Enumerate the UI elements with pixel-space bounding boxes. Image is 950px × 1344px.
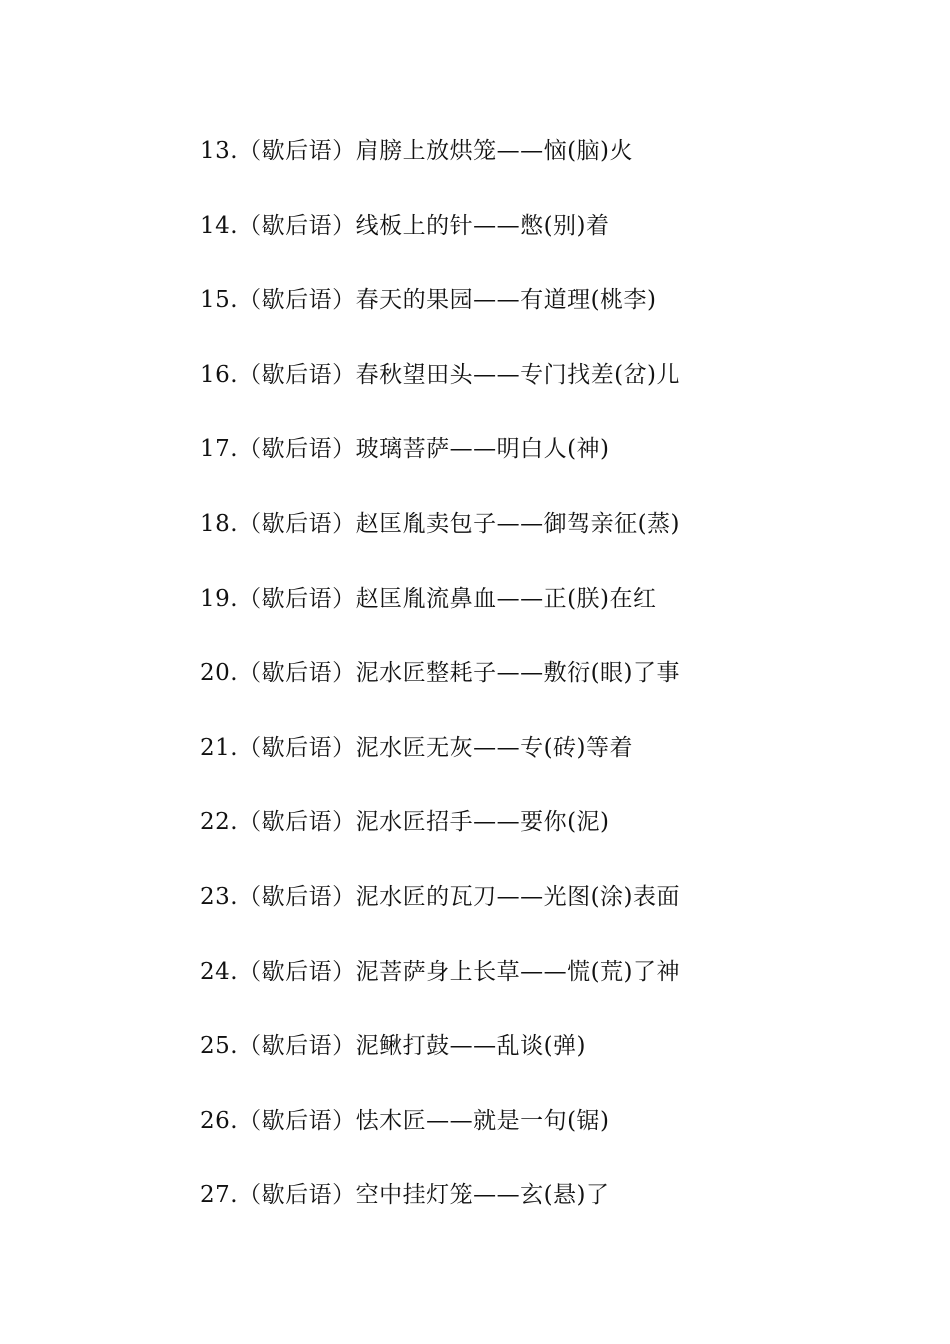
list-item: 22.（歇后语）泥水匠招手——要你(泥)	[200, 809, 610, 836]
list-item: 16.（歇后语）春秋望田头——专门找差(岔)儿	[200, 361, 681, 388]
list-item: 25.（歇后语）泥鳅打鼓——乱谈(弹)	[200, 1033, 587, 1060]
idiom-list	[200, 133, 680, 1252]
list-item: 20.（歇后语）泥水匠整耗子——敷衍(眼)了事	[200, 660, 681, 687]
list-item: 19.（歇后语）赵匡胤流鼻血——正(朕)在红	[200, 585, 657, 612]
list-item: 27.（歇后语）空中挂灯笼——玄(悬)了	[200, 1182, 610, 1209]
list-item: 14.（歇后语）线板上的针——憋(别)着	[200, 212, 610, 239]
list-item: 26.（歇后语）怯木匠——就是一句(锯)	[200, 1107, 610, 1134]
list-item: 24.（歇后语）泥菩萨身上长草——慌(荒)了神	[200, 958, 681, 985]
list-item: 23.（歇后语）泥水匠的瓦刀——光图(涂)表面	[200, 883, 681, 910]
list-item: 15.（歇后语）春天的果园——有道理(桃李)	[200, 287, 657, 314]
list-item: 21.（歇后语）泥水匠无灰——专(砖)等着	[200, 734, 634, 761]
list-item: 18.（歇后语）赵匡胤卖包子——御驾亲征(蒸)	[200, 510, 681, 537]
list-item: 13.（歇后语）肩膀上放烘笼——恼(脑)火	[200, 138, 634, 164]
list-item: 17.（歇后语）玻璃菩萨——明白人(神)	[200, 436, 610, 463]
